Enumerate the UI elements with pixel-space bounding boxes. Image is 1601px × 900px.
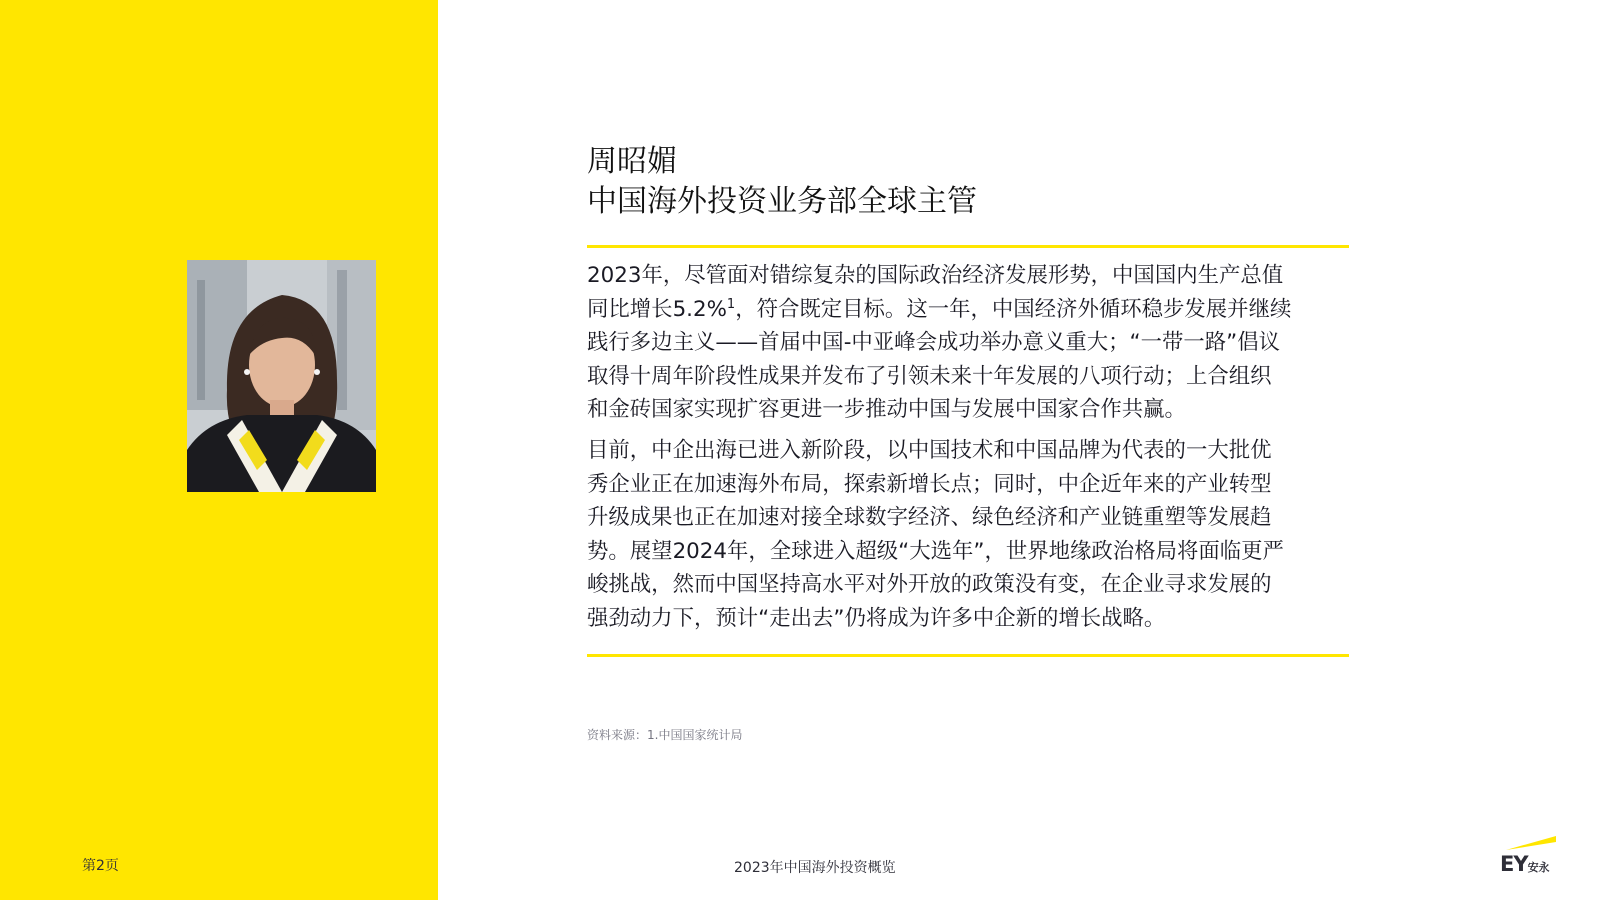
paragraph-1: [587, 259, 1362, 427]
title-block: [587, 142, 1347, 222]
top-divider: [587, 245, 1349, 248]
text-line: [587, 293, 1362, 327]
text-line: 和金砖国家实现扩容更进一步推动中国与发展中国家合作共赢。: [587, 397, 1186, 423]
paragraph-2: [587, 434, 1362, 636]
bottom-divider: [587, 654, 1349, 657]
left-yellow-panel: [0, 0, 438, 900]
text-segment: ，符合既定目标。这一年，中国经济外循环稳步发展并继续: [735, 296, 1292, 322]
ey-beam-icon: [1500, 830, 1562, 854]
ey-logo: [1500, 830, 1562, 880]
text-line: 取得十周年阶段性成果并发布了引领未来十年发展的八项行动；上合组织: [587, 363, 1272, 389]
person-title: 中国海外投资业务部全球主管: [587, 184, 977, 219]
text-line: 秀企业正在加速海外布局，探索新增长点；同时，中企近年来的产业转型: [587, 471, 1272, 497]
text-line: 势。展望2024年，全球进入超级“大选年”，世界地缘政治格局将面临更严: [587, 538, 1284, 564]
text-segment: 同比增长5.2%: [587, 296, 727, 322]
body-text: [587, 259, 1362, 643]
text-line: 践行多边主义——首届中国-中亚峰会成功举办意义重大；“一带一路”倡议: [587, 330, 1280, 356]
portrait-photo: [187, 260, 376, 492]
text-line: 峻挑战，然而中国坚持高水平对外开放的政策没有变，在企业寻求发展的: [587, 572, 1272, 598]
source-note: 资料来源：1.中国国家统计局: [587, 728, 743, 742]
text-line: 强劲动力下，预计“走出去”仍将成为许多中企新的增长战略。: [587, 605, 1166, 631]
ey-logo-mark: EY: [1500, 852, 1528, 876]
footnote-marker: 1: [726, 296, 736, 312]
page-number: 第2页: [82, 858, 119, 874]
text-line: 2023年，尽管面对错综复杂的国际政治经济发展形势，中国国内生产总值: [587, 263, 1284, 288]
ey-logo-text: [1500, 852, 1550, 876]
footer-title: 2023年中国海外投资概览: [734, 860, 896, 876]
ey-logo-chinese: 安永: [1527, 861, 1550, 874]
text-line: 升级成果也正在加速对接全球数字经济、绿色经济和产业链重塑等发展趋: [587, 505, 1272, 531]
text-line: 目前，中企出海已进入新阶段，以中国技术和中国品牌为代表的一大批优: [587, 437, 1272, 463]
person-name: 周昭媚: [587, 144, 677, 179]
